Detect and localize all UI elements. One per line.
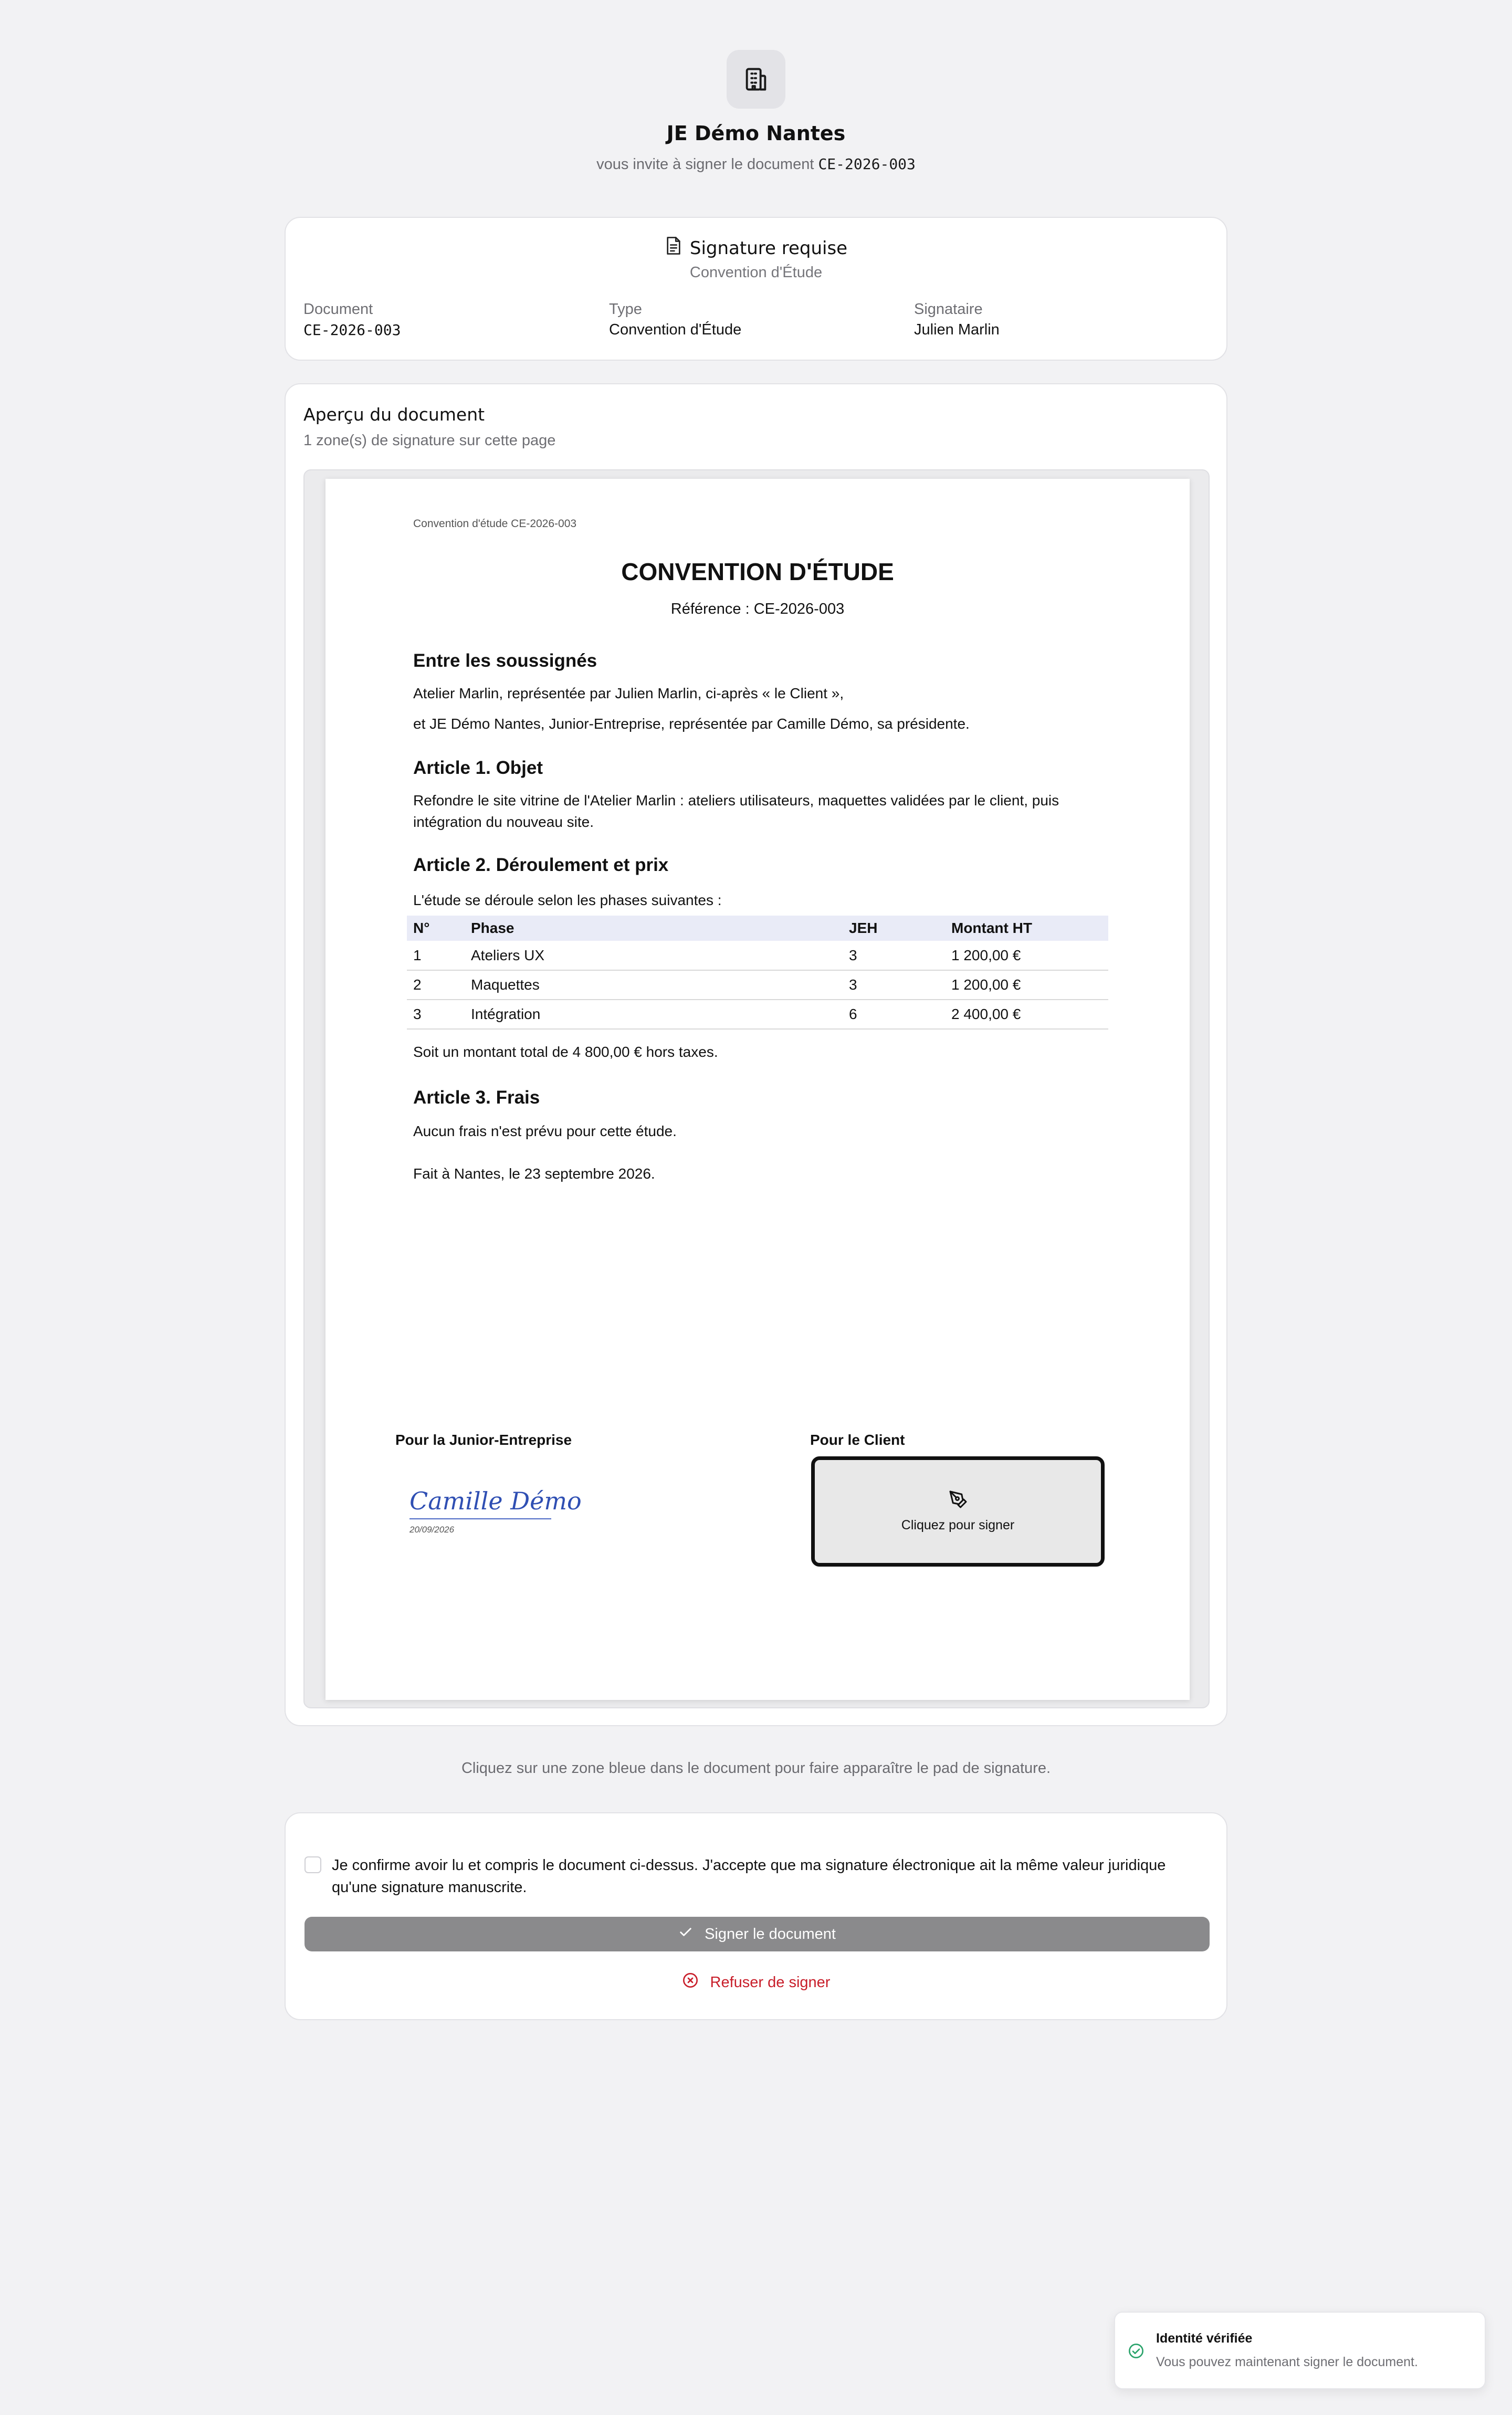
- meta-type: [609, 301, 741, 339]
- summary-title: Signature requise: [689, 237, 848, 259]
- signature-je-image: Camille Démo: [410, 1487, 582, 1515]
- preview-subtitle: 1 zone(s) de signature sur cette page: [303, 432, 556, 449]
- place-date: Fait à Nantes, le 23 septembre 2026.: [413, 1166, 655, 1182]
- col-amount: Montant HT: [945, 916, 1108, 941]
- col-number: N°: [407, 916, 465, 941]
- cell-amount: 2 400,00 €: [945, 1000, 1108, 1029]
- col-phase: Phase: [465, 916, 843, 941]
- signature-je-date: 20/09/2026: [410, 1525, 455, 1535]
- preview-title: Aperçu du document: [303, 404, 485, 425]
- article-2-intro: L'étude se déroule selon les phases suivantes :: [413, 892, 722, 908]
- meta-signer-label: Signataire: [914, 301, 983, 318]
- toast-notification: [1114, 2312, 1486, 2389]
- consent-text: Je confirme avoir lu et compris le document ci-dessus. J'accepte que ma signature électronique ait la même valeur juridique qu'une signature manuscrite.: [332, 1857, 1166, 1896]
- document-preview-card: [285, 383, 1227, 1726]
- building-icon: [727, 50, 785, 109]
- circle-x-icon: [682, 1972, 699, 1993]
- signature-zone-client[interactable]: [811, 1456, 1105, 1567]
- meta-document-label: Document: [303, 301, 373, 318]
- document-page: [326, 479, 1190, 1700]
- toast-message: Vous pouvez maintenant signer le document.: [1156, 2355, 1418, 2369]
- running-header: Convention d'étude CE-2026-003: [413, 518, 577, 530]
- cell-jeh: 3: [843, 941, 945, 970]
- article-3-text: Aucun frais n'est prévu pour cette étude.: [413, 1123, 677, 1139]
- signature-je-label: Pour la Junior-Entreprise: [395, 1432, 572, 1448]
- signature-hint: Cliquez sur une zone bleue dans le document pour faire apparaître le pad de signature.: [461, 1760, 1051, 1777]
- article-1-text: Refondre le site vitrine de l'Atelier Marlin : ateliers utilisateurs, maquettes validées par le client, puis intégration du nouveau site.: [413, 792, 1059, 830]
- summary-heading: [286, 236, 1226, 260]
- article-3-heading: Article 3. Frais: [413, 1087, 540, 1108]
- cell-phase: Ateliers UX: [465, 941, 843, 970]
- party-je: et JE Démo Nantes, Junior-Entreprise, représentée par Camille Démo, sa présidente.: [413, 716, 970, 732]
- article-2-heading: Article 2. Déroulement et prix: [413, 855, 669, 875]
- document-reference: Référence : CE-2026-003: [670, 601, 845, 617]
- invite-doc-code: CE-2026-003: [818, 155, 916, 173]
- total-text: Soit un montant total de 4 800,00 € hors taxes.: [413, 1044, 718, 1060]
- cell-phase: Maquettes: [465, 970, 843, 1000]
- cell-number: 1: [407, 941, 465, 970]
- meta-signer-value: Julien Marlin: [914, 321, 1000, 338]
- cell-phase: Intégration: [465, 1000, 843, 1029]
- toast-title: Identité vérifiée: [1156, 2331, 1253, 2346]
- sign-document-button[interactable]: [304, 1917, 1210, 1951]
- signature-zone-label: Cliquez pour signer: [901, 1518, 1015, 1532]
- sign-document-label: Signer le document: [705, 1925, 836, 1942]
- col-jeh: JEH: [843, 916, 945, 941]
- cell-number: 2: [407, 970, 465, 1000]
- pen-nib-icon: [949, 1490, 968, 1513]
- consent-checkbox[interactable]: [304, 1856, 321, 1873]
- table-header-row: [407, 916, 1108, 941]
- table-row: [407, 970, 1108, 1000]
- cell-amount: 1 200,00 €: [945, 970, 1108, 1000]
- table-row: [407, 1000, 1108, 1029]
- table-row: [407, 941, 1108, 970]
- cell-jeh: 6: [843, 1000, 945, 1029]
- invite-line: [0, 155, 1512, 173]
- cell-number: 3: [407, 1000, 465, 1029]
- signature-summary-card: [285, 217, 1227, 361]
- signature-je-underline: [410, 1518, 551, 1519]
- invite-prefix: vous invite à signer le document: [596, 156, 818, 173]
- meta-signer: [914, 301, 1000, 339]
- refuse-sign-label: Refuser de signer: [710, 1973, 831, 1991]
- cell-amount: 1 200,00 €: [945, 941, 1108, 970]
- article-1-heading: Article 1. Objet: [413, 758, 543, 778]
- document-icon: [665, 236, 682, 260]
- signature-client-label: Pour le Client: [810, 1432, 905, 1448]
- cell-jeh: 3: [843, 970, 945, 1000]
- party-client: Atelier Marlin, représentée par Julien Marlin, ci-après « le Client »,: [413, 685, 844, 701]
- phases-table: [407, 916, 1108, 1030]
- summary-subtitle: Convention d'Étude: [689, 264, 823, 281]
- section-parties-heading: Entre les soussignés: [413, 650, 597, 671]
- meta-type-label: Type: [609, 301, 642, 318]
- document-title: CONVENTION D'ÉTUDE: [621, 558, 894, 585]
- meta-document: [303, 301, 401, 339]
- document-viewer[interactable]: [303, 469, 1210, 1708]
- circle-check-icon: [1128, 2343, 1144, 2362]
- meta-type-value: Convention d'Étude: [609, 321, 742, 338]
- refuse-sign-button[interactable]: [286, 1972, 1226, 1993]
- organization-name: JE Démo Nantes: [666, 122, 846, 145]
- consent-card: [285, 1812, 1227, 2020]
- meta-document-value: CE-2026-003: [303, 321, 401, 339]
- check-icon: [678, 1925, 693, 1944]
